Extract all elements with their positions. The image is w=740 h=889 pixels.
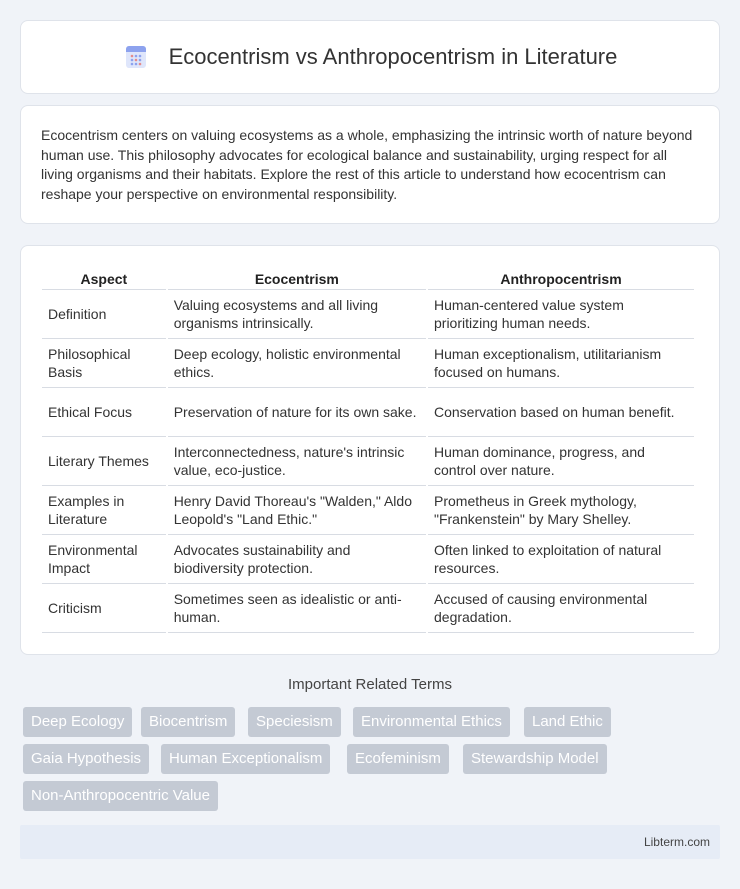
- cell-anthropocentrism: Human exceptionalism, utilitarianism focused on humans.: [428, 339, 694, 388]
- table-row: [42, 486, 694, 535]
- cell-anthropocentrism: Human dominance, progress, and control over nature.: [428, 437, 694, 486]
- tag-human-exceptionalism[interactable]: Human Exceptionalism: [161, 744, 330, 774]
- intro-text: Ecocentrism centers on valuing ecosystems as a whole, emphasizing the intrinsic worth of nature beyond human use. This philosophy advocates for ecological balance and sustainability, urging respect for all living organisms and their habitats. Explore the rest of this article to understand how ecocentrism can reshape your perspective on environmental responsibility.: [41, 127, 693, 202]
- footer-bar: [20, 825, 720, 859]
- table-header-row: [42, 266, 694, 290]
- cell-aspect: Criticism: [42, 584, 166, 633]
- tag-environmental-ethics[interactable]: Environmental Ethics: [353, 707, 510, 737]
- tag-land-ethic[interactable]: Land Ethic: [524, 707, 611, 737]
- cell-ecocentrism: Sometimes seen as idealistic or anti-human.: [168, 584, 426, 633]
- comparison-card: [20, 245, 720, 655]
- title-card: [20, 20, 720, 94]
- intro-card: [20, 105, 720, 224]
- tag-gaia-hypothesis[interactable]: Gaia Hypothesis: [23, 744, 149, 774]
- cell-anthropocentrism: Human-centered value system prioritizing human needs.: [428, 290, 694, 339]
- cell-aspect: Ethical Focus: [42, 388, 166, 437]
- cell-aspect: Definition: [42, 290, 166, 339]
- cell-ecocentrism: Henry David Thoreau's "Walden," Aldo Leopold's "Land Ethic.": [168, 486, 426, 535]
- cell-ecocentrism: Valuing ecosystems and all living organisms intrinsically.: [168, 290, 426, 339]
- header-anthropocentrism: Anthropocentrism: [428, 266, 694, 290]
- table-row: [42, 290, 694, 339]
- cell-ecocentrism: Advocates sustainability and biodiversity protection.: [168, 535, 426, 584]
- header-aspect: Aspect: [42, 266, 166, 290]
- table-row: [42, 584, 694, 633]
- cell-anthropocentrism: Prometheus in Greek mythology, "Frankenstein" by Mary Shelley.: [428, 486, 694, 535]
- cell-aspect: Literary Themes: [42, 437, 166, 486]
- tag-biocentrism[interactable]: Biocentrism: [141, 707, 235, 737]
- table-row: [42, 339, 694, 388]
- tag-ecofeminism[interactable]: Ecofeminism: [347, 744, 449, 774]
- table-row: [42, 437, 694, 486]
- footer-site-link[interactable]: Libterm.com: [643, 835, 710, 849]
- cell-aspect: Examples in Literature: [42, 486, 166, 535]
- table-row: [42, 535, 694, 584]
- table-row: [42, 388, 694, 437]
- cell-ecocentrism: Deep ecology, holistic environmental ethics.: [168, 339, 426, 388]
- cell-ecocentrism: Interconnectedness, nature's intrinsic value, eco-justice.: [168, 437, 426, 486]
- tag-stewardship-model[interactable]: Stewardship Model: [463, 744, 607, 774]
- comparison-table: [40, 266, 696, 633]
- cell-aspect: Philosophical Basis: [42, 339, 166, 388]
- cell-aspect: Environmental Impact: [42, 535, 166, 584]
- page-title: Ecocentrism vs Anthropocentrism in Literature: [168, 44, 618, 69]
- cell-anthropocentrism: Accused of causing environmental degradation.: [428, 584, 694, 633]
- cell-anthropocentrism: Often linked to exploitation of natural resources.: [428, 535, 694, 584]
- cell-anthropocentrism: Conservation based on human benefit.: [428, 388, 694, 437]
- header-ecocentrism: Ecocentrism: [168, 266, 426, 290]
- tag-speciesism[interactable]: Speciesism: [248, 707, 341, 737]
- cell-ecocentrism: Preservation of nature for its own sake.: [168, 388, 426, 437]
- related-terms-heading: Important Related Terms: [288, 676, 452, 693]
- tag-deep-ecology[interactable]: Deep Ecology: [23, 707, 132, 737]
- tag-non-anthropocentric-value[interactable]: Non-Anthropocentric Value: [23, 781, 218, 811]
- document-icon: [123, 44, 149, 70]
